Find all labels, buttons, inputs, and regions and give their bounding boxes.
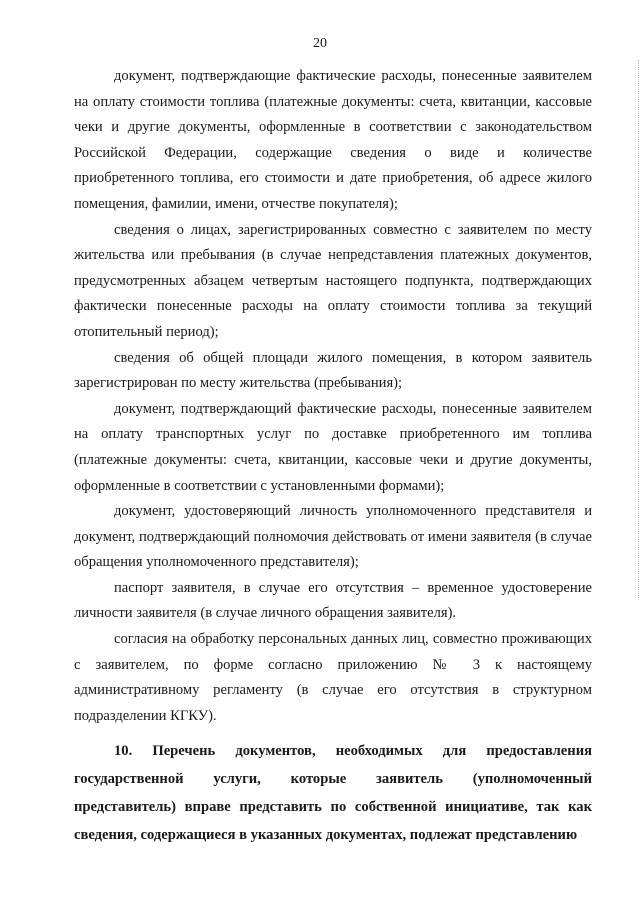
page-number: 20 [313,36,327,51]
scan-edge-marks [636,60,639,600]
paragraph-fuel-expenses-document: документ, подтверждающие фактические расходы, понесенные заявителем на оплату стоимости топлива (платежные документы: счета, квитанции, кассовые чеки и другие документы, оформленные в соответствии с законодательством Российской Федерации, содержащие сведения о виде и количестве приобретенного топлива, его стоимости и дате приобретения, об адресе жилого помещения, фамилии, имени, отчестве покупателя); [74,68,592,212]
paragraph-transport-expenses-document: документ, подтверждающий фактические расходы, понесенные заявителем на оплату транспортных услуг по доставке приобретенного им топлива (платежные документы: счета, квитанции, кассовые чеки и другие документы, оформленные в соответствии с установленными формами); [74,400,592,494]
document-body [74,64,592,849]
paragraph-applicant-passport: паспорт заявителя, в случае его отсутствия – временное удостоверение личности заявителя (в случае личного обращения заявителя). [74,579,592,622]
paragraph-representative-identity-document: документ, удостоверяющий личность уполномоченного представителя и документ, подтверждающий полномочия действовать от имени заявителя (в случае обращения уполномоченного представителя); [74,503,592,571]
paragraph-living-area-info: сведения об общей площади жилого помещения, в котором заявитель зарегистрирован по месту жительства (пребывания); [74,349,592,392]
paragraph-registered-persons-info: сведения о лицах, зарегистрированных совместно с заявителем по месту жительства или пребывания (в случае непредставления платежных документов, предусмотренных абзацем четвертым настоящего подпункта, подтверждающих фактически понесенные расходы на оплату стоимости топлива за текущий отопительный период); [74,221,592,340]
paragraph-personal-data-consent: согласия на обработку персональных данных лиц, совместно проживающих с заявителем, по форме согласно приложению № 3 к настоящему административному регламенту (в случае его отсутствия в структурном подразделении КГКУ). [74,631,592,724]
section-heading-10: 10. Перечень документов, необходимых для предоставления государственной услуги, которые заявитель (уполномоченный представитель) вправе представить по собственной инициативе, так как сведения, содержащиеся в указанных документах, подлежат представлению [74,743,592,844]
